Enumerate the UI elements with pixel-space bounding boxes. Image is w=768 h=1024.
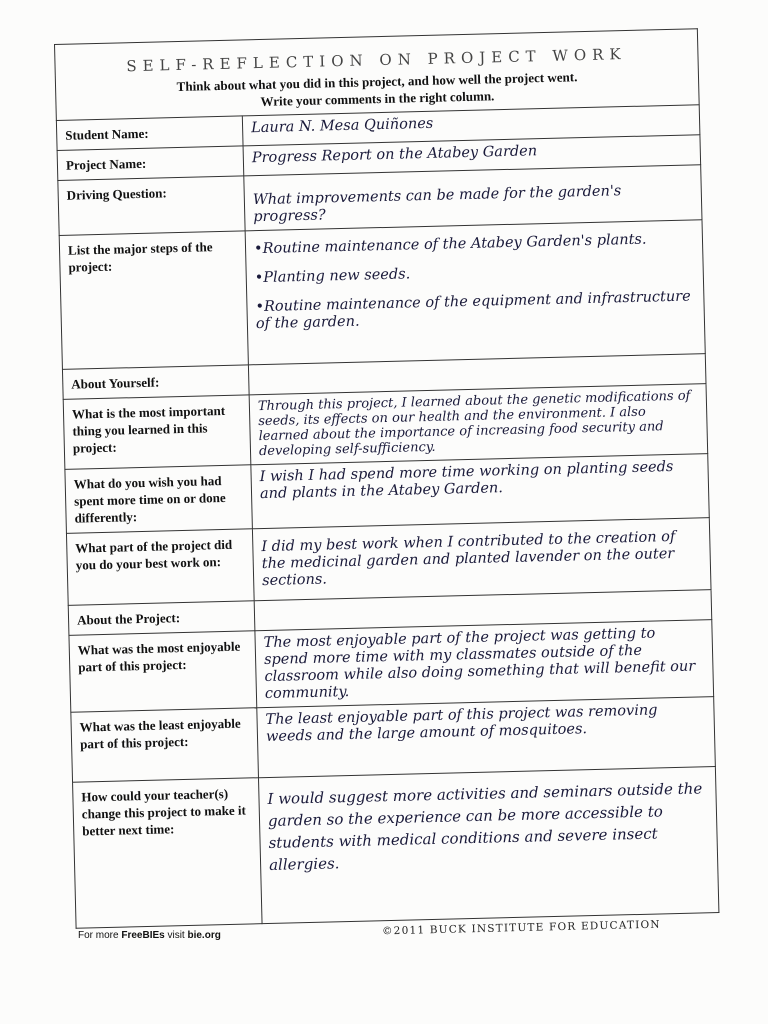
least-enjoyable-response: The least enjoyable part of this project was removing weeds and the large amount of mosquitoes. (257, 697, 716, 778)
major-step-item: •Routine maintenance of the Atabey Garden's plants. (253, 231, 647, 258)
most-enjoyable-label: What was the most enjoyable part of this project: (69, 631, 257, 713)
major-steps-response (245, 220, 705, 365)
least-enjoyable-label: What was the least enjoyable part of this project: (71, 708, 259, 783)
major-step-item: •Planting new seeds. (254, 266, 411, 287)
reflection-table (56, 104, 720, 928)
table-row (73, 767, 719, 929)
wish-more-time-response: I wish I had spend more time working on planting seeds and plants in the Atabey Garden. (251, 454, 709, 529)
best-work-response: I did my best work when I contributed to the creation of the medicinal garden and planted lavender on the outer sections. (252, 518, 711, 601)
form-instructions-1: Think about what you did in this project, and how well the project went. (176, 69, 578, 95)
teacher-change-label: How could your teacher(s) change this project to make it better next time: (73, 778, 263, 929)
best-work-label: What part of the project did you do your best work on: (66, 529, 254, 606)
table-row (59, 220, 705, 370)
driving-question-response: What improvements can be made for the garden's progress? (244, 165, 702, 231)
footer-freebies-bold: FreeBIEs (121, 930, 165, 941)
student-name-label: Student Name: (56, 116, 243, 151)
major-steps-label: List the major steps of the project: (59, 231, 248, 370)
reflection-form (54, 28, 719, 928)
most-enjoyable-response: The most enjoyable part of the project was getting to spend more time with my classmates outside of the classroom while also doing something that will benefit our community. (255, 620, 714, 708)
form-title: SELF-REFLECTION ON PROJECT WORK (126, 45, 627, 76)
footer-prefix: For more (78, 930, 122, 941)
footer-copyright: ©2011 BUCK INSTITUTE FOR EDUCATION (381, 918, 661, 938)
footer-freebies (78, 930, 221, 941)
form-instructions-2: Write your comments in the right column. (260, 88, 495, 109)
about-project-label: About the Project: (68, 601, 255, 636)
wish-more-time-label: What do you wish you had spent more time on or done differently: (65, 465, 253, 534)
most-important-label: What is the most important thing you learned in this project: (63, 395, 251, 470)
teacher-change-response: I would suggest more activities and seminars outside the garden so the experience can be more accessible to students with medical conditions and severe insect allergies. (258, 767, 718, 924)
about-yourself-label: About Yourself: (62, 365, 249, 400)
major-step-item: •Routine maintenance of the equipment and infrastructure of the garden. (255, 288, 691, 333)
footer-mid: visit (164, 930, 188, 941)
project-name-label: Project Name: (57, 146, 244, 181)
student-name-response: Laura N. Mesa Quiñones (242, 105, 700, 146)
project-name-response: Progress Report on the Atabey Garden (243, 135, 701, 176)
footer-site-link[interactable]: bie.org (187, 930, 221, 941)
most-important-response: Through this project, I learned about the genetic modifications of seeds, its effects on our health and the environment. I also learned about the importance of increasing food security and developing self-sufficiency. (249, 384, 708, 465)
driving-question-label: Driving Question: (58, 176, 245, 236)
